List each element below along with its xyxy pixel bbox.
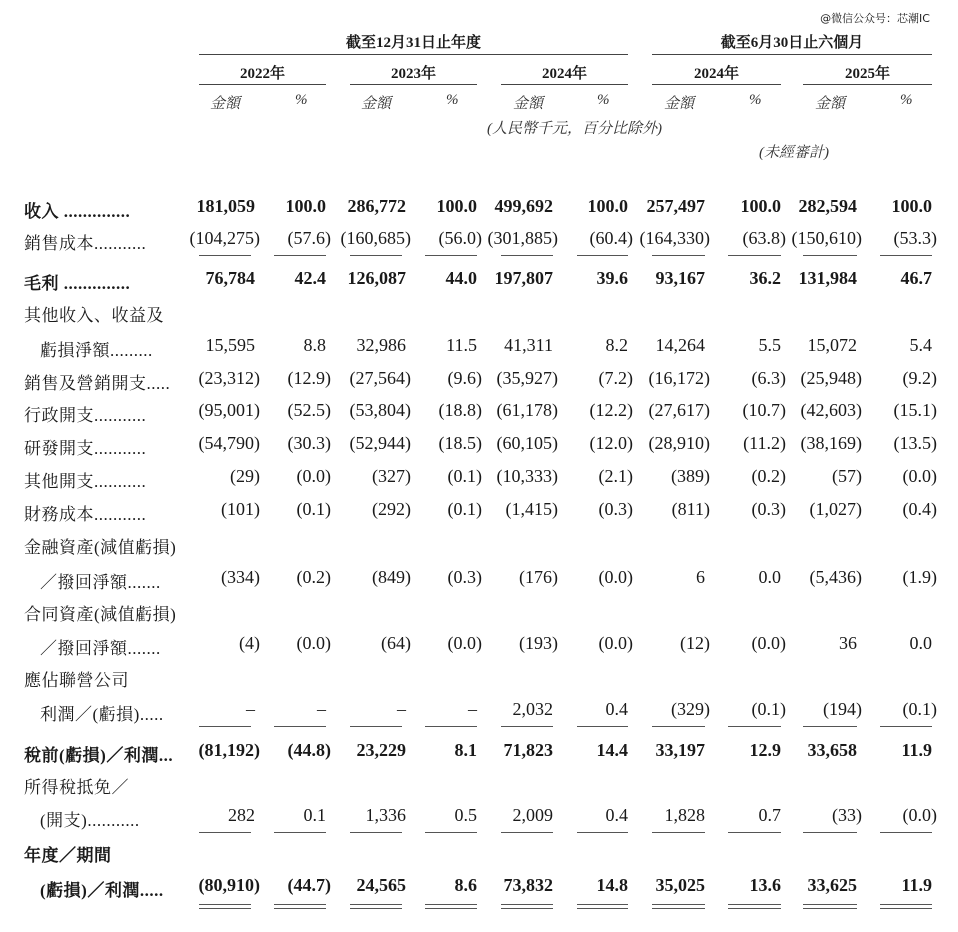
row-label: 稅前(虧損)／利潤... bbox=[24, 746, 174, 765]
subtotal-rule bbox=[880, 726, 932, 727]
year-2023: 2023年 bbox=[390, 66, 436, 82]
amount-header: 金額 bbox=[815, 96, 846, 112]
percent-cell: 44.0 bbox=[445, 268, 477, 288]
amount-cell: (23,312) bbox=[198, 368, 260, 388]
percent-cell: (9.6) bbox=[447, 368, 482, 388]
subtotal-rule bbox=[501, 255, 553, 256]
amount-cell: (101) bbox=[221, 499, 260, 519]
amount-cell: 41,311 bbox=[504, 335, 553, 355]
subtotal-rule bbox=[350, 255, 402, 256]
amount-cell: 126,087 bbox=[347, 268, 406, 288]
amount-cell: (64) bbox=[381, 633, 411, 653]
row-label: 銷售成本........... bbox=[24, 234, 147, 253]
total-double-rule bbox=[728, 904, 781, 909]
percent-cell: (0.3) bbox=[751, 499, 786, 519]
percent-cell: (10.7) bbox=[742, 400, 786, 420]
percent-cell: (6.3) bbox=[751, 368, 786, 388]
percent-cell: – bbox=[317, 699, 326, 719]
percent-cell: 14.8 bbox=[596, 875, 628, 895]
percent-header: % bbox=[749, 92, 762, 108]
group-title-annual: 截至12月31日止年度 bbox=[345, 35, 481, 51]
amount-cell: 35,025 bbox=[655, 875, 705, 895]
row-label: 銷售及營銷開支..... bbox=[24, 374, 171, 393]
total-double-rule bbox=[425, 904, 477, 909]
amount-cell: 499,692 bbox=[494, 196, 553, 216]
amount-cell: (193) bbox=[519, 633, 558, 653]
subtotal-rule bbox=[199, 255, 251, 256]
amount-header: 金額 bbox=[361, 96, 392, 112]
amount-header: 金額 bbox=[513, 96, 544, 112]
subtotal-rule bbox=[350, 726, 402, 727]
row-label: 應佔聯營公司 bbox=[24, 671, 129, 690]
watermark: @微信公众号：芯潮IC bbox=[820, 12, 930, 25]
subtotal-rule bbox=[501, 726, 553, 727]
percent-cell: (63.8) bbox=[742, 228, 786, 248]
amount-cell: (1,415) bbox=[505, 499, 558, 519]
subtotal-rule bbox=[880, 832, 932, 833]
row-label: 其他收入、收益及 bbox=[24, 306, 164, 325]
percent-cell: 46.7 bbox=[900, 268, 932, 288]
percent-cell: 39.6 bbox=[596, 268, 628, 288]
amount-cell: 23,229 bbox=[356, 740, 406, 760]
percent-cell: (9.2) bbox=[902, 368, 937, 388]
percent-cell: (15.1) bbox=[893, 400, 937, 420]
percent-cell: – bbox=[468, 699, 477, 719]
amount-cell: 286,772 bbox=[347, 196, 406, 216]
amount-cell: (334) bbox=[221, 567, 260, 587]
percent-cell: (57.6) bbox=[287, 228, 331, 248]
amount-cell: 36 bbox=[839, 633, 857, 653]
total-double-rule bbox=[274, 904, 326, 909]
percent-cell: 42.4 bbox=[294, 268, 326, 288]
row-label: 年度／期間 bbox=[24, 846, 112, 865]
percent-cell: (11.2) bbox=[743, 433, 786, 453]
subtotal-rule bbox=[803, 832, 857, 833]
percent-header: % bbox=[446, 92, 459, 108]
amount-cell: 73,832 bbox=[503, 875, 553, 895]
amount-cell: (301,885) bbox=[487, 228, 558, 248]
amount-cell: (327) bbox=[372, 466, 411, 486]
percent-cell: 5.5 bbox=[758, 335, 781, 355]
percent-cell: (0.1) bbox=[902, 699, 937, 719]
row-label: 行政開支........... bbox=[24, 406, 147, 425]
amount-cell: 24,565 bbox=[356, 875, 406, 895]
percent-cell: (0.0) bbox=[902, 466, 937, 486]
unit-note: (人民幣千元，百分比除外) bbox=[487, 121, 662, 137]
subtotal-rule bbox=[274, 255, 326, 256]
row-label: 所得稅抵免／ bbox=[24, 778, 129, 797]
percent-cell: 100.0 bbox=[891, 196, 932, 216]
amount-cell: (329) bbox=[671, 699, 710, 719]
percent-cell: (44.8) bbox=[287, 740, 331, 760]
percent-cell: (12.9) bbox=[287, 368, 331, 388]
amount-cell: 1,336 bbox=[365, 805, 406, 825]
percent-cell: (0.0) bbox=[296, 633, 331, 653]
amount-header: 金額 bbox=[664, 96, 695, 112]
percent-cell: 0.0 bbox=[758, 567, 781, 587]
amount-cell: 14,264 bbox=[655, 335, 705, 355]
amount-cell: (80,910) bbox=[198, 875, 260, 895]
percent-cell: (12.0) bbox=[589, 433, 633, 453]
percent-cell: (60.4) bbox=[589, 228, 633, 248]
amount-cell: 131,984 bbox=[798, 268, 857, 288]
group-rule-interim bbox=[652, 54, 932, 55]
year-2022: 2022年 bbox=[239, 66, 285, 82]
subtotal-rule bbox=[652, 726, 705, 727]
amount-cell: (27,617) bbox=[648, 400, 710, 420]
percent-cell: (13.5) bbox=[893, 433, 937, 453]
year-rule bbox=[501, 84, 628, 85]
amount-cell: 15,595 bbox=[205, 335, 255, 355]
subtotal-rule bbox=[274, 832, 326, 833]
row-label: 金融資產(減值虧損) bbox=[24, 538, 177, 557]
percent-cell: 12.9 bbox=[749, 740, 781, 760]
subtotal-rule bbox=[652, 832, 705, 833]
percent-cell: (0.0) bbox=[902, 805, 937, 825]
subtotal-rule bbox=[880, 255, 932, 256]
amount-cell: (81,192) bbox=[198, 740, 260, 760]
year-2024: 2024年 bbox=[541, 66, 587, 82]
amount-cell: – bbox=[397, 699, 406, 719]
subtotal-rule bbox=[425, 832, 477, 833]
amount-cell: (42,603) bbox=[800, 400, 862, 420]
percent-cell: 8.1 bbox=[454, 740, 477, 760]
amount-cell: (35,927) bbox=[496, 368, 558, 388]
amount-cell: (57) bbox=[832, 466, 862, 486]
percent-cell: (7.2) bbox=[598, 368, 633, 388]
percent-cell: 100.0 bbox=[587, 196, 628, 216]
amount-cell: (5,436) bbox=[809, 567, 862, 587]
amount-cell: 33,658 bbox=[807, 740, 857, 760]
group-title-interim: 截至6月30日止六個月 bbox=[720, 35, 864, 51]
amount-cell: (61,178) bbox=[496, 400, 558, 420]
percent-cell: 11.9 bbox=[901, 740, 932, 760]
row-label: (虧損)／利潤..... bbox=[40, 881, 164, 900]
year-h1-2024: 2024年 bbox=[693, 66, 739, 82]
total-double-rule bbox=[501, 904, 553, 909]
subtotal-rule bbox=[577, 255, 628, 256]
row-label: 研發開支........... bbox=[24, 439, 147, 458]
percent-cell: (0.0) bbox=[598, 567, 633, 587]
amount-cell: (164,330) bbox=[639, 228, 710, 248]
percent-cell: (0.3) bbox=[447, 567, 482, 587]
amount-cell: (150,610) bbox=[791, 228, 862, 248]
percent-cell: (0.0) bbox=[296, 466, 331, 486]
row-label: 其他開支........... bbox=[24, 472, 147, 491]
row-label: 虧損淨額......... bbox=[40, 341, 153, 360]
amount-cell: 282,594 bbox=[798, 196, 857, 216]
amount-cell: (53,804) bbox=[349, 400, 411, 420]
percent-cell: (2.1) bbox=[598, 466, 633, 486]
subtotal-rule bbox=[577, 832, 628, 833]
percent-cell: (0.0) bbox=[598, 633, 633, 653]
amount-cell: 1,828 bbox=[664, 805, 705, 825]
amount-cell: (29) bbox=[230, 466, 260, 486]
subtotal-rule bbox=[501, 832, 553, 833]
amount-cell: 6 bbox=[696, 567, 705, 587]
subtotal-rule bbox=[199, 832, 251, 833]
amount-cell: (4) bbox=[239, 633, 260, 653]
percent-cell: 0.4 bbox=[605, 805, 628, 825]
amount-cell: 76,784 bbox=[205, 268, 255, 288]
percent-cell: (44.7) bbox=[287, 875, 331, 895]
amount-cell: (104,275) bbox=[189, 228, 260, 248]
row-label: (開支)........... bbox=[40, 811, 140, 830]
percent-cell: 11.9 bbox=[901, 875, 932, 895]
percent-cell: (0.1) bbox=[296, 499, 331, 519]
amount-header: 金額 bbox=[210, 96, 241, 112]
subtotal-rule bbox=[425, 726, 477, 727]
percent-cell: 0.4 bbox=[605, 699, 628, 719]
year-rule bbox=[803, 84, 932, 85]
total-double-rule bbox=[577, 904, 628, 909]
total-double-rule bbox=[199, 904, 251, 909]
amount-cell: (27,564) bbox=[349, 368, 411, 388]
amount-cell: 33,197 bbox=[655, 740, 705, 760]
amount-cell: (194) bbox=[823, 699, 862, 719]
subtotal-rule bbox=[425, 255, 477, 256]
percent-cell: (0.3) bbox=[598, 499, 633, 519]
amount-cell: (95,001) bbox=[198, 400, 260, 420]
percent-cell: (18.5) bbox=[438, 433, 482, 453]
percent-cell: 11.5 bbox=[446, 335, 477, 355]
amount-cell: (54,790) bbox=[198, 433, 260, 453]
percent-cell: (0.2) bbox=[751, 466, 786, 486]
amount-cell: (160,685) bbox=[340, 228, 411, 248]
row-label: 利潤／(虧損)..... bbox=[40, 705, 164, 724]
amount-cell: (33) bbox=[832, 805, 862, 825]
year-rule bbox=[350, 84, 477, 85]
amount-cell: 282 bbox=[228, 805, 255, 825]
percent-cell: (0.1) bbox=[751, 699, 786, 719]
percent-cell: (53.3) bbox=[893, 228, 937, 248]
percent-header: % bbox=[597, 92, 610, 108]
amount-cell: (60,105) bbox=[496, 433, 558, 453]
subtotal-rule bbox=[199, 726, 251, 727]
amount-cell: (25,948) bbox=[800, 368, 862, 388]
percent-cell: (12.2) bbox=[589, 400, 633, 420]
amount-cell: (38,169) bbox=[800, 433, 862, 453]
year-rule bbox=[199, 84, 326, 85]
subtotal-rule bbox=[803, 255, 857, 256]
percent-cell: 100.0 bbox=[740, 196, 781, 216]
percent-header: % bbox=[295, 92, 308, 108]
percent-cell: (0.1) bbox=[447, 466, 482, 486]
percent-cell: 0.7 bbox=[758, 805, 781, 825]
percent-cell: 14.4 bbox=[596, 740, 628, 760]
subtotal-rule bbox=[728, 726, 781, 727]
percent-cell: (0.2) bbox=[296, 567, 331, 587]
amount-cell: 93,167 bbox=[655, 268, 705, 288]
row-label: 收入 .............. bbox=[24, 202, 131, 221]
amount-cell: (849) bbox=[372, 567, 411, 587]
amount-cell: 181,059 bbox=[196, 196, 255, 216]
amount-cell: 15,072 bbox=[807, 335, 857, 355]
amount-cell: (176) bbox=[519, 567, 558, 587]
percent-cell: 8.2 bbox=[605, 335, 628, 355]
percent-cell: (30.3) bbox=[287, 433, 331, 453]
amount-cell: 33,625 bbox=[807, 875, 857, 895]
row-label: 財務成本........... bbox=[24, 505, 147, 524]
percent-cell: (1.9) bbox=[902, 567, 937, 587]
subtotal-rule bbox=[577, 726, 628, 727]
amount-cell: (389) bbox=[671, 466, 710, 486]
amount-cell: (1,027) bbox=[809, 499, 862, 519]
unaudited-note: (未經審計) bbox=[759, 145, 829, 161]
year-rule bbox=[652, 84, 781, 85]
amount-cell: (12) bbox=[680, 633, 710, 653]
amount-cell: 2,009 bbox=[512, 805, 553, 825]
row-label: ／撥回淨額....... bbox=[40, 639, 161, 658]
subtotal-rule bbox=[350, 832, 402, 833]
percent-cell: (56.0) bbox=[438, 228, 482, 248]
amount-cell: (16,172) bbox=[648, 368, 710, 388]
percent-cell: 13.6 bbox=[749, 875, 781, 895]
percent-cell: (0.1) bbox=[447, 499, 482, 519]
percent-cell: (52.5) bbox=[287, 400, 331, 420]
subtotal-rule bbox=[728, 255, 781, 256]
row-label: ／撥回淨額....... bbox=[40, 573, 161, 592]
amount-cell: (10,333) bbox=[496, 466, 558, 486]
subtotal-rule bbox=[652, 255, 705, 256]
percent-cell: 36.2 bbox=[749, 268, 781, 288]
percent-cell: (0.0) bbox=[751, 633, 786, 653]
group-rule-annual bbox=[199, 54, 628, 55]
subtotal-rule bbox=[274, 726, 326, 727]
total-double-rule bbox=[880, 904, 932, 909]
percent-cell: (0.4) bbox=[902, 499, 937, 519]
percent-header: % bbox=[900, 92, 913, 108]
percent-cell: 100.0 bbox=[436, 196, 477, 216]
percent-cell: 100.0 bbox=[285, 196, 326, 216]
percent-cell: (0.0) bbox=[447, 633, 482, 653]
percent-cell: 8.6 bbox=[454, 875, 477, 895]
row-label: 毛利 .............. bbox=[24, 274, 131, 293]
amount-cell: (811) bbox=[671, 499, 710, 519]
amount-cell: 2,032 bbox=[512, 699, 553, 719]
amount-cell: – bbox=[246, 699, 255, 719]
subtotal-rule bbox=[728, 832, 781, 833]
amount-cell: (28,910) bbox=[648, 433, 710, 453]
amount-cell: 257,497 bbox=[646, 196, 705, 216]
percent-cell: 0.1 bbox=[303, 805, 326, 825]
percent-cell: 0.5 bbox=[454, 805, 477, 825]
amount-cell: (292) bbox=[372, 499, 411, 519]
percent-cell: 8.8 bbox=[303, 335, 326, 355]
total-double-rule bbox=[803, 904, 857, 909]
percent-cell: (18.8) bbox=[438, 400, 482, 420]
subtotal-rule bbox=[803, 726, 857, 727]
amount-cell: 197,807 bbox=[494, 268, 553, 288]
amount-cell: 71,823 bbox=[503, 740, 553, 760]
total-double-rule bbox=[350, 904, 402, 909]
amount-cell: (52,944) bbox=[349, 433, 411, 453]
amount-cell: 32,986 bbox=[356, 335, 406, 355]
percent-cell: 0.0 bbox=[909, 633, 932, 653]
percent-cell: 5.4 bbox=[909, 335, 932, 355]
row-label: 合同資產(減值虧損) bbox=[24, 605, 177, 624]
year-h1-2025: 2025年 bbox=[844, 66, 890, 82]
total-double-rule bbox=[652, 904, 705, 909]
